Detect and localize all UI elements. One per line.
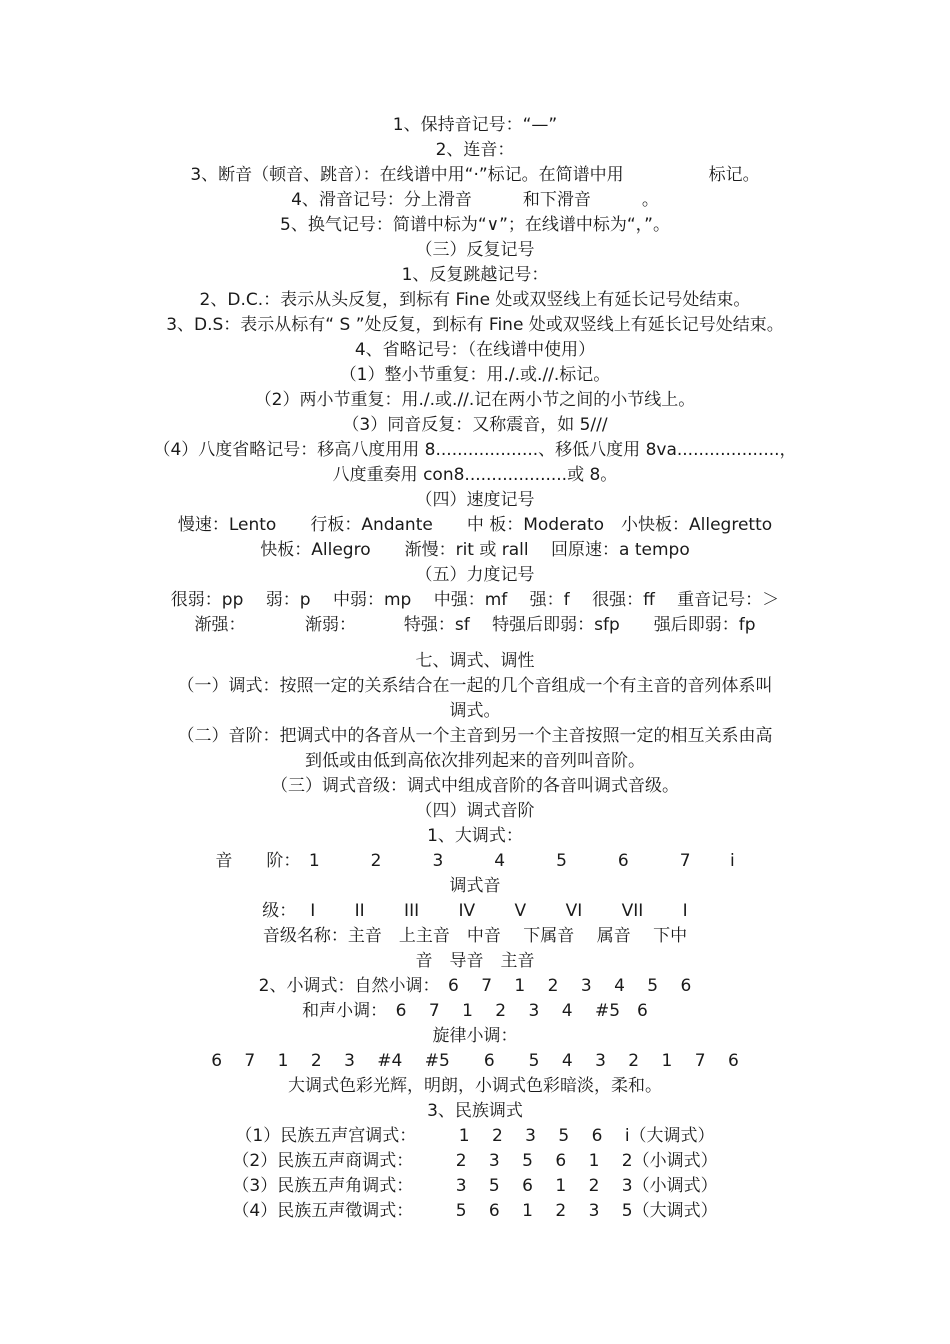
text-line: （3）同音反复：又称震音，如 5/// — [342, 415, 608, 435]
text-line: （三）调式音级：调式中组成音阶的各音叫调式音级。 — [271, 776, 679, 796]
section-heading: （三）反复记号 — [415, 240, 535, 260]
scale-row: 级： I II III IV V VI VII I — [262, 901, 688, 921]
text-line: 5、换气记号：简谱中标为“∨”；在线谱中标为“，”。 — [280, 215, 670, 235]
text-line: 慢速：Lento 行板：Andante 中 板：Moderato 小快板：Allegretto — [177, 515, 773, 535]
text-line: 3、断音（顿音、跳音）：在线谱中用“·”标记。在简谱中用 标记。 — [190, 165, 760, 185]
text-line: （二）音阶：把调式中的各音从一个主音到另一个主音按照一定的相互关系由高 — [177, 726, 773, 746]
text-line: 4、滑音记号：分上滑音 和下滑音 。 — [291, 190, 659, 210]
scale-row: （3）民族五声角调式： 3 5 6 1 2 3（小调式） — [232, 1176, 718, 1196]
text-line: 很弱：pp 弱：p 中弱：mp 中强：mf 强：f 很强：ff 重音记号：＞ — [170, 590, 780, 610]
text-line: 到低或由低到高依次排列起来的音列叫音阶。 — [305, 751, 645, 771]
text-line: （一）调式：按照一定的关系结合在一起的几个音组成一个有主音的音列体系叫 — [177, 676, 773, 696]
scale-row: （4）民族五声徵调式： 5 6 1 2 3 5（大调式） — [232, 1201, 718, 1221]
text-line: 4、省略记号：（在线谱中使用） — [354, 340, 596, 360]
text-line: （4）八度省略记号：移高八度用用 8...................、移低八度用 8va...................， — [153, 440, 797, 460]
scale-row: 音 阶： 1 2 3 4 5 6 7 i — [215, 851, 735, 871]
text-line: 2、连音： — [435, 140, 515, 160]
text-line: 音 导音 主音 — [415, 951, 535, 971]
text-line: 1、反复跳越记号： — [401, 265, 549, 285]
text-line: 音级名称：主音 上主音 中音 下属音 属音 下中 — [262, 926, 688, 946]
text-line: 八度重奏用 con8...................或 8。 — [332, 465, 618, 485]
scale-row: （2）民族五声商调式： 2 3 5 6 1 2（小调式） — [232, 1151, 718, 1171]
text-line: 3、民族调式 — [427, 1101, 523, 1121]
text-line: 旋律小调： — [432, 1026, 518, 1046]
text-line: 大调式色彩光辉，明朗，小调式色彩暗淡，柔和。 — [288, 1076, 662, 1096]
scale-row: 和声小调： 6 7 1 2 3 4 #5 6 — [302, 1001, 648, 1021]
text-line: 1、保持音记号：“—” — [392, 115, 558, 135]
section-heading: （四）速度记号 — [415, 490, 535, 510]
text-line: 2、D.C.：表示从头反复，到标有 Fine 处或双竖线上有延长记号处结束。 — [199, 290, 751, 310]
scale-row: 6 7 1 2 3 #4 #5 6 5 4 3 2 1 7 6 — [211, 1051, 739, 1071]
scale-row: （1）民族五声宫调式： 1 2 3 5 6 i（大调式） — [235, 1126, 715, 1146]
text-line: 调式。 — [449, 701, 501, 721]
text-line: 3、D.S：表示从标有“ S ”处反复，到标有 Fine 处或双竖线上有延长记号处结束。 — [166, 315, 784, 335]
section-heading: （四）调式音阶 — [415, 801, 535, 821]
text-line: （2）两小节重复：用./.或.//.记在两小节之间的小节线上。 — [254, 390, 696, 410]
section-heading: （五）力度记号 — [415, 565, 535, 585]
text-line: （1）整小节重复：用./.或.//.标记。 — [339, 365, 611, 385]
text-line: 调式音 — [449, 876, 501, 896]
scale-row: 2、小调式：自然小调： 6 7 1 2 3 4 5 6 — [258, 976, 692, 996]
text-line: 渐强： 渐弱： 特强：sf 特强后即弱：sfp 强后即弱：fp — [194, 615, 756, 635]
chapter-heading: 七、调式、调性 — [415, 651, 535, 671]
text-line: 1、大调式： — [427, 826, 523, 846]
text-line: 快板：Allegro 渐慢：rit 或 rall 回原速：a tempo — [260, 540, 690, 560]
